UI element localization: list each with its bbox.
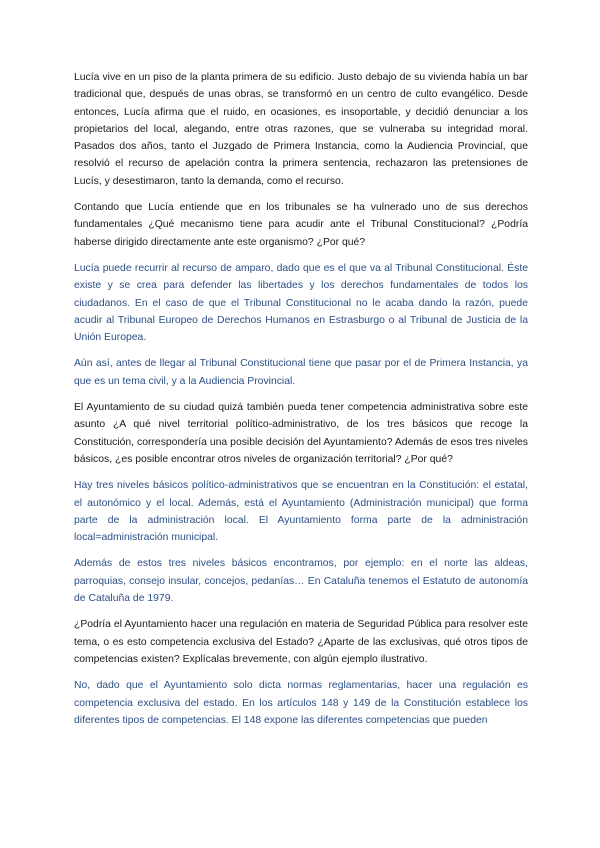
answer-1b-paragraph: Aún así, antes de llegar al Tribunal Constitucional tiene que pasar por el de Primera Instancia, ya que es un tema civil, y a la Audiencia Provincial. <box>74 358 528 387</box>
answer-1-paragraph: Lucía puede recurrir al recurso de amparo, dado que es el que va al Tribunal Constitucional. Éste existe y se crea para defender las libertades y los derechos fundamentales de todos los ciudadanos. En el caso de que el Tribunal Constitucional no le acaba dando la razón, puede acudir al Tribunal Europeo de Derechos Humanos en Estrasburgo o al Tribunal de Justicia de la Unión Europea. <box>74 262 528 344</box>
answer-2-paragraph: Hay tres niveles básicos político-administrativos que se encuentran en la Constitución: el estatal, el autonómico y el local. Además, está el Ayuntamiento (Administración municipal) que forma parte de la administración local. El Ayuntamiento forma parte de la administración local=administración municipal. <box>74 480 528 544</box>
question-2-paragraph: El Ayuntamiento de su ciudad quizá también pueda tener competencia administrativa sobre este asunto ¿A qué nivel territorial político-administrativo, de los tres básicos que recoge la Constitución, correspondería una posible decisión del Ayuntamiento? Además de esos tres niveles básicos, ¿es posible encontrar otros niveles de organización territorial? ¿Por qué? <box>74 402 528 465</box>
document-body <box>74 69 528 738</box>
question-1-paragraph: Contando que Lucía entiende que en los tribunales se ha vulnerado uno de sus derechos fundamentales ¿Qué mecanismo tiene para acudir ante el Tribunal Constitucional? ¿Podría haberse dirigido directamente ante este organismo? ¿Por qué? <box>74 202 528 248</box>
case-statement-paragraph: Lucía vive en un piso de la planta primera de su edificio. Justo debajo de su vivienda había un bar tradicional que, después de unas obras, se transformó en un centro de culto evangélico. Desde entonces, Lucía afirma que el ruido, en ocasiones, es insoportable, y decidió denunciar a los propietarios del local, alegando, entre otras razones, que se vulneraba su integridad moral. Pasados dos años, tanto el Juzgado de Primera Instancia, como la Audiencia Provincial, que resolvió el recurso de apelación contra la primera sentencia, rechazaron las pretensiones de Lucís, y desestimaron, tanto la demanda, como el recurso. <box>74 72 528 187</box>
answer-2b-paragraph: Además de estos tres niveles básicos encontramos, por ejemplo: en el norte las aldeas, parroquias, consejo insular, concejos, pedanías… En Cataluña tenemos el Estatuto de autonomía de Cataluña de 1979. <box>74 558 528 605</box>
answer-3-paragraph: No, dado que el Ayuntamiento solo dicta normas reglamentarias, hacer una regulación es competencia exclusiva del estado. En los artículos 148 y 149 de la Constitución establece los diferentes tipos de competencias. El 148 expone las diferentes competencias que pueden <box>74 680 528 726</box>
question-3-paragraph: ¿Podría el Ayuntamiento hacer una regulación en materia de Seguridad Pública para resolver este tema, o es esto competencia exclusiva del Estado? ¿Aparte de las exclusivas, qué otros tipos de competencias existen? Explícalas brevemente, con algún ejemplo ilustrativo. <box>74 619 528 665</box>
